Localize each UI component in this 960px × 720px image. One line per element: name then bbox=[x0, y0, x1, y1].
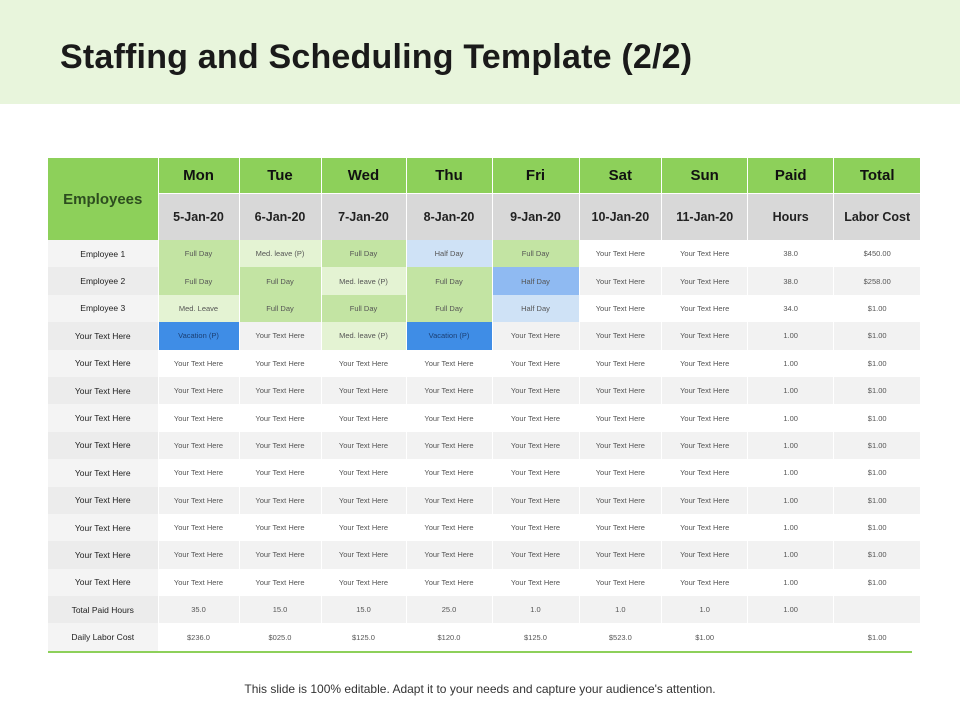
schedule-table bbox=[48, 158, 921, 651]
cell-tue: Your Text Here bbox=[239, 432, 321, 459]
labor-cost-header: Labor Cost bbox=[834, 194, 921, 241]
table-row bbox=[48, 541, 921, 568]
employee-name: Employee 3 bbox=[48, 295, 158, 322]
header-paid: Paid bbox=[748, 158, 834, 194]
cell-paid-hours bbox=[748, 623, 834, 650]
cell-labor-cost: $1.00 bbox=[834, 322, 921, 349]
cell-wed: Med. leave (P) bbox=[321, 322, 406, 349]
cell-tue: $025.0 bbox=[239, 623, 321, 650]
cell-sat: Your Text Here bbox=[579, 240, 662, 267]
hours-header: Hours bbox=[748, 194, 834, 241]
table-row bbox=[48, 322, 921, 349]
cell-wed: Your Text Here bbox=[321, 514, 406, 541]
date-sun: 11-Jan-20 bbox=[662, 194, 748, 241]
cell-mon: 35.0 bbox=[158, 596, 239, 623]
cell-mon: Your Text Here bbox=[158, 487, 239, 514]
employee-name: Your Text Here bbox=[48, 541, 158, 568]
cell-fri: Your Text Here bbox=[492, 322, 579, 349]
cell-labor-cost: $1.00 bbox=[834, 541, 921, 568]
table-row bbox=[48, 295, 921, 322]
cell-sat: Your Text Here bbox=[579, 295, 662, 322]
cell-labor-cost: $1.00 bbox=[834, 404, 921, 431]
cell-paid-hours: 1.00 bbox=[748, 404, 834, 431]
cell-mon: Your Text Here bbox=[158, 377, 239, 404]
cell-mon: $236.0 bbox=[158, 623, 239, 650]
schedule-body bbox=[48, 240, 921, 651]
cell-thu: Your Text Here bbox=[406, 432, 492, 459]
cell-mon: Your Text Here bbox=[158, 541, 239, 568]
employee-name: Your Text Here bbox=[48, 322, 158, 349]
cell-labor-cost: $1.00 bbox=[834, 350, 921, 377]
employee-name: Your Text Here bbox=[48, 404, 158, 431]
day-header-row bbox=[48, 158, 921, 194]
cell-wed: Your Text Here bbox=[321, 487, 406, 514]
cell-tue: Your Text Here bbox=[239, 322, 321, 349]
header-mon: Mon bbox=[158, 158, 239, 194]
header-sat: Sat bbox=[579, 158, 662, 194]
cell-wed: Your Text Here bbox=[321, 569, 406, 596]
cell-tue: Your Text Here bbox=[239, 569, 321, 596]
cell-sun: Your Text Here bbox=[662, 350, 748, 377]
cell-fri: Your Text Here bbox=[492, 487, 579, 514]
date-mon: 5-Jan-20 bbox=[158, 194, 239, 241]
cell-tue: Your Text Here bbox=[239, 514, 321, 541]
cell-sun: Your Text Here bbox=[662, 459, 748, 486]
cell-thu: Your Text Here bbox=[406, 350, 492, 377]
cell-paid-hours: 38.0 bbox=[748, 240, 834, 267]
cell-tue: Your Text Here bbox=[239, 541, 321, 568]
cell-sun: Your Text Here bbox=[662, 541, 748, 568]
cell-tue: Full Day bbox=[239, 267, 321, 294]
cell-sun: Your Text Here bbox=[662, 404, 748, 431]
cell-sat: Your Text Here bbox=[579, 377, 662, 404]
cell-mon: Med. Leave bbox=[158, 295, 239, 322]
cell-sun: Your Text Here bbox=[662, 377, 748, 404]
cell-paid-hours: 1.00 bbox=[748, 541, 834, 568]
cell-fri: Your Text Here bbox=[492, 377, 579, 404]
cell-wed: Your Text Here bbox=[321, 350, 406, 377]
summary-label: Total Paid Hours bbox=[48, 596, 158, 623]
cell-sat: Your Text Here bbox=[579, 541, 662, 568]
cell-paid-hours: 38.0 bbox=[748, 267, 834, 294]
employee-name: Your Text Here bbox=[48, 350, 158, 377]
cell-wed: Full Day bbox=[321, 295, 406, 322]
employee-name: Your Text Here bbox=[48, 487, 158, 514]
cell-fri: 1.0 bbox=[492, 596, 579, 623]
cell-labor-cost: $1.00 bbox=[834, 432, 921, 459]
table-bottom-rule bbox=[48, 651, 912, 653]
cell-mon: Your Text Here bbox=[158, 514, 239, 541]
summary-row bbox=[48, 596, 921, 623]
date-thu: 8-Jan-20 bbox=[406, 194, 492, 241]
table-row bbox=[48, 459, 921, 486]
employee-name: Your Text Here bbox=[48, 514, 158, 541]
cell-mon: Full Day bbox=[158, 267, 239, 294]
cell-sat: $523.0 bbox=[579, 623, 662, 650]
table-row bbox=[48, 569, 921, 596]
table-row bbox=[48, 267, 921, 294]
cell-thu: Vacation (P) bbox=[406, 322, 492, 349]
cell-thu: Your Text Here bbox=[406, 377, 492, 404]
cell-wed: Your Text Here bbox=[321, 459, 406, 486]
cell-wed: Your Text Here bbox=[321, 432, 406, 459]
employee-name: Your Text Here bbox=[48, 459, 158, 486]
cell-paid-hours: 1.00 bbox=[748, 377, 834, 404]
cell-sat: Your Text Here bbox=[579, 267, 662, 294]
cell-mon: Your Text Here bbox=[158, 569, 239, 596]
cell-paid-hours: 1.00 bbox=[748, 569, 834, 596]
cell-sun: Your Text Here bbox=[662, 240, 748, 267]
cell-mon: Your Text Here bbox=[158, 350, 239, 377]
table-row bbox=[48, 514, 921, 541]
cell-sat: Your Text Here bbox=[579, 350, 662, 377]
table-row bbox=[48, 487, 921, 514]
cell-paid-hours: 1.00 bbox=[748, 459, 834, 486]
cell-sun: 1.0 bbox=[662, 596, 748, 623]
cell-mon: Full Day bbox=[158, 240, 239, 267]
cell-mon: Vacation (P) bbox=[158, 322, 239, 349]
header-sun: Sun bbox=[662, 158, 748, 194]
cell-fri: Your Text Here bbox=[492, 459, 579, 486]
cell-labor-cost: $450.00 bbox=[834, 240, 921, 267]
page-title: Staffing and Scheduling Template (2/2) bbox=[60, 38, 693, 76]
cell-paid-hours: 1.00 bbox=[748, 514, 834, 541]
cell-tue: Your Text Here bbox=[239, 487, 321, 514]
cell-sat: Your Text Here bbox=[579, 569, 662, 596]
cell-thu: Your Text Here bbox=[406, 541, 492, 568]
cell-thu: Your Text Here bbox=[406, 487, 492, 514]
cell-wed: Your Text Here bbox=[321, 541, 406, 568]
cell-wed: Full Day bbox=[321, 240, 406, 267]
table-row bbox=[48, 350, 921, 377]
cell-paid-hours: 1.00 bbox=[748, 350, 834, 377]
cell-thu: Your Text Here bbox=[406, 404, 492, 431]
cell-labor-cost: $1.00 bbox=[834, 514, 921, 541]
date-tue: 6-Jan-20 bbox=[239, 194, 321, 241]
cell-labor-cost: $1.00 bbox=[834, 569, 921, 596]
table-row bbox=[48, 404, 921, 431]
date-header-row bbox=[48, 194, 921, 241]
cell-paid-hours: 34.0 bbox=[748, 295, 834, 322]
cell-sat: 1.0 bbox=[579, 596, 662, 623]
cell-tue: 15.0 bbox=[239, 596, 321, 623]
cell-fri: Half Day bbox=[492, 267, 579, 294]
cell-fri: Your Text Here bbox=[492, 569, 579, 596]
cell-tue: Your Text Here bbox=[239, 350, 321, 377]
cell-sat: Your Text Here bbox=[579, 514, 662, 541]
cell-wed: Your Text Here bbox=[321, 404, 406, 431]
header-thu: Thu bbox=[406, 158, 492, 194]
cell-sun: Your Text Here bbox=[662, 267, 748, 294]
cell-paid-hours: 1.00 bbox=[748, 322, 834, 349]
date-fri: 9-Jan-20 bbox=[492, 194, 579, 241]
table-row bbox=[48, 377, 921, 404]
cell-thu: Your Text Here bbox=[406, 569, 492, 596]
cell-labor-cost: $1.00 bbox=[834, 459, 921, 486]
cell-thu: Your Text Here bbox=[406, 459, 492, 486]
date-sat: 10-Jan-20 bbox=[579, 194, 662, 241]
cell-wed: Your Text Here bbox=[321, 377, 406, 404]
cell-sun: Your Text Here bbox=[662, 322, 748, 349]
cell-fri: Your Text Here bbox=[492, 350, 579, 377]
cell-wed: 15.0 bbox=[321, 596, 406, 623]
employee-name: Your Text Here bbox=[48, 569, 158, 596]
cell-labor-cost bbox=[834, 596, 921, 623]
cell-sat: Your Text Here bbox=[579, 322, 662, 349]
cell-labor-cost: $258.00 bbox=[834, 267, 921, 294]
cell-sun: Your Text Here bbox=[662, 514, 748, 541]
header-fri: Fri bbox=[492, 158, 579, 194]
cell-tue: Your Text Here bbox=[239, 404, 321, 431]
employee-name: Your Text Here bbox=[48, 377, 158, 404]
cell-sat: Your Text Here bbox=[579, 432, 662, 459]
summary-row bbox=[48, 623, 921, 650]
employees-header: Employees bbox=[48, 158, 158, 240]
header-total: Total bbox=[834, 158, 921, 194]
cell-tue: Full Day bbox=[239, 295, 321, 322]
cell-mon: Your Text Here bbox=[158, 432, 239, 459]
employee-name: Employee 1 bbox=[48, 240, 158, 267]
cell-sat: Your Text Here bbox=[579, 404, 662, 431]
cell-labor-cost: $1.00 bbox=[834, 623, 921, 650]
cell-thu: $120.0 bbox=[406, 623, 492, 650]
cell-sat: Your Text Here bbox=[579, 459, 662, 486]
cell-paid-hours: 1.00 bbox=[748, 487, 834, 514]
cell-thu: Full Day bbox=[406, 295, 492, 322]
cell-sun: Your Text Here bbox=[662, 569, 748, 596]
cell-fri: Full Day bbox=[492, 240, 579, 267]
cell-tue: Med. leave (P) bbox=[239, 240, 321, 267]
cell-paid-hours: 1.00 bbox=[748, 596, 834, 623]
cell-fri: Your Text Here bbox=[492, 404, 579, 431]
cell-labor-cost: $1.00 bbox=[834, 487, 921, 514]
table-row bbox=[48, 240, 921, 267]
cell-sat: Your Text Here bbox=[579, 487, 662, 514]
cell-sun: Your Text Here bbox=[662, 295, 748, 322]
cell-tue: Your Text Here bbox=[239, 459, 321, 486]
cell-sun: Your Text Here bbox=[662, 487, 748, 514]
cell-wed: $125.0 bbox=[321, 623, 406, 650]
cell-thu: Half Day bbox=[406, 240, 492, 267]
cell-paid-hours: 1.00 bbox=[748, 432, 834, 459]
cell-fri: Your Text Here bbox=[492, 432, 579, 459]
cell-thu: Your Text Here bbox=[406, 514, 492, 541]
table-row bbox=[48, 432, 921, 459]
cell-fri: Your Text Here bbox=[492, 541, 579, 568]
cell-mon: Your Text Here bbox=[158, 459, 239, 486]
cell-fri: Half Day bbox=[492, 295, 579, 322]
summary-label: Daily Labor Cost bbox=[48, 623, 158, 650]
header-tue: Tue bbox=[239, 158, 321, 194]
cell-thu: 25.0 bbox=[406, 596, 492, 623]
footer-note: This slide is 100% editable. Adapt it to your needs and capture your audience's attention. bbox=[244, 682, 716, 696]
employee-name: Your Text Here bbox=[48, 432, 158, 459]
cell-sun: Your Text Here bbox=[662, 432, 748, 459]
cell-sun: $1.00 bbox=[662, 623, 748, 650]
cell-labor-cost: $1.00 bbox=[834, 377, 921, 404]
cell-tue: Your Text Here bbox=[239, 377, 321, 404]
cell-wed: Med. leave (P) bbox=[321, 267, 406, 294]
cell-labor-cost: $1.00 bbox=[834, 295, 921, 322]
cell-fri: Your Text Here bbox=[492, 514, 579, 541]
header-wed: Wed bbox=[321, 158, 406, 194]
cell-mon: Your Text Here bbox=[158, 404, 239, 431]
cell-thu: Full Day bbox=[406, 267, 492, 294]
cell-fri: $125.0 bbox=[492, 623, 579, 650]
date-wed: 7-Jan-20 bbox=[321, 194, 406, 241]
employee-name: Employee 2 bbox=[48, 267, 158, 294]
